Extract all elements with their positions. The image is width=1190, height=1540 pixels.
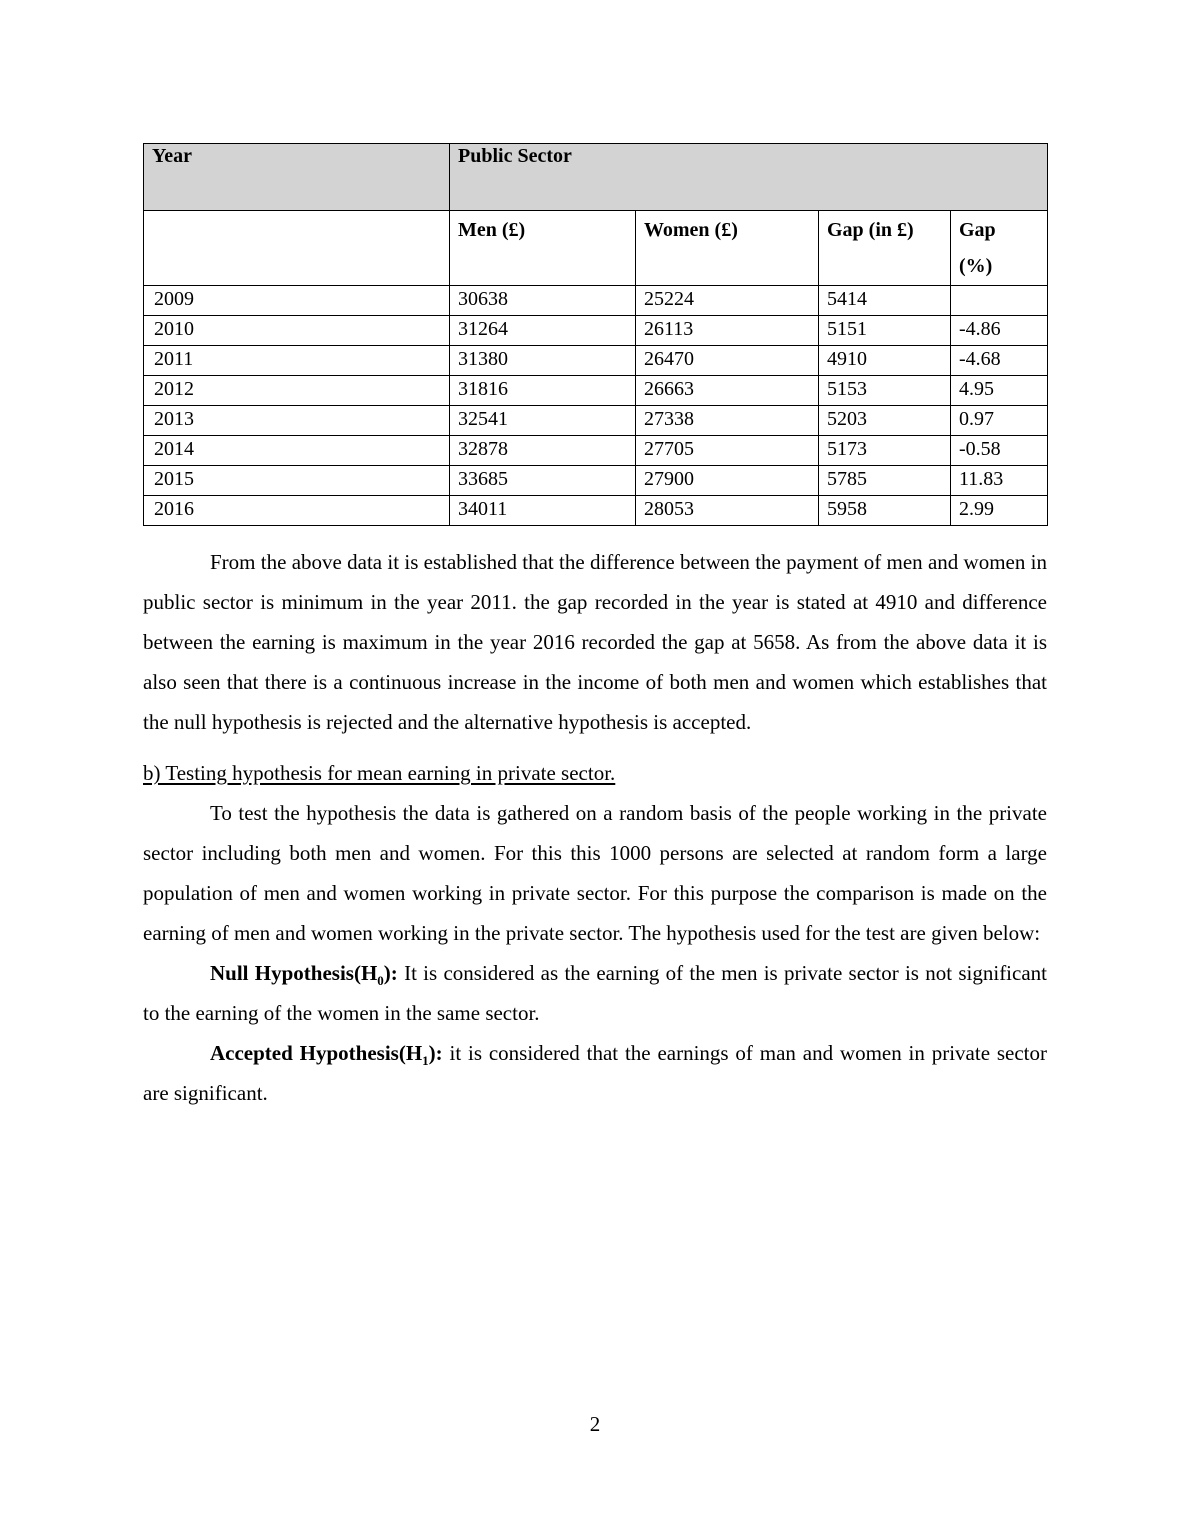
private-sector-intro-paragraph: To test the hypothesis the data is gathered on a random basis of the people working in the private sector including both men and women. For this this 1000 persons are selected at random form a large population of men and women working in private sector. For this purpose the comparison is made on the earning of men and women working in the private sector. The hypothesis used for the test are given below:	[143, 801, 1047, 945]
cell-year: 2013	[144, 406, 450, 436]
table-row	[144, 346, 1048, 376]
cell-men: 32878	[450, 436, 636, 466]
cell-gap: 5153	[819, 376, 951, 406]
accepted-hypothesis-label-prefix: Accepted Hypothesis(H	[210, 1041, 423, 1065]
cell-year: 2011	[144, 346, 450, 376]
cell-women: 27900	[636, 466, 819, 496]
year-header-cell: Year	[144, 144, 450, 211]
table-row	[144, 286, 1048, 316]
women-column-header: Women (£)	[636, 211, 819, 286]
cell-gap-pct: 4.95	[951, 376, 1048, 406]
public-sector-earnings-table	[143, 143, 1048, 526]
cell-men: 31264	[450, 316, 636, 346]
men-column-header: Men (£)	[450, 211, 636, 286]
accepted-hypothesis-subscript: 1	[422, 1053, 429, 1069]
table-header-group-row	[144, 144, 1048, 211]
table-row	[144, 406, 1048, 436]
table-column-header-row	[144, 211, 1048, 286]
cell-women: 26113	[636, 316, 819, 346]
document-page-content	[143, 143, 1047, 1113]
cell-women: 28053	[636, 496, 819, 526]
cell-year: 2014	[144, 436, 450, 466]
cell-gap: 5414	[819, 286, 951, 316]
cell-gap: 5958	[819, 496, 951, 526]
table-row	[144, 376, 1048, 406]
cell-gap-pct: -4.68	[951, 346, 1048, 376]
empty-header-cell	[144, 211, 450, 286]
cell-year: 2009	[144, 286, 450, 316]
table-row	[144, 466, 1048, 496]
cell-gap-pct	[951, 286, 1048, 316]
accepted-hypothesis-text: it is considered that the earnings of man and women in private sector are significant.	[143, 1041, 1047, 1105]
cell-gap-pct: -0.58	[951, 436, 1048, 466]
cell-women: 26663	[636, 376, 819, 406]
table-row	[144, 496, 1048, 526]
cell-men: 30638	[450, 286, 636, 316]
cell-gap: 5203	[819, 406, 951, 436]
cell-gap-pct: 0.97	[951, 406, 1048, 436]
analysis-paragraph: From the above data it is established that the difference between the payment of men and women in public sector is minimum in the year 2011. the gap recorded in the year is stated at 4910 and difference between the earning is maximum in the year 2016 recorded the gap at 5658. As from the above data it is also seen that there is a continuous increase in the income of both men and women which establishes that the null hypothesis is rejected and the alternative hypothesis is accepted.	[143, 550, 1047, 734]
null-hypothesis-subscript: 0	[377, 973, 384, 989]
page-number: 2	[589, 1412, 601, 1436]
cell-men: 33685	[450, 466, 636, 496]
cell-men: 32541	[450, 406, 636, 436]
cell-gap: 5151	[819, 316, 951, 346]
null-hypothesis-label	[210, 961, 398, 989]
cell-year: 2010	[144, 316, 450, 346]
accepted-hypothesis-label	[210, 1041, 443, 1069]
cell-men: 31380	[450, 346, 636, 376]
cell-women: 27338	[636, 406, 819, 436]
accepted-hypothesis-label-suffix: ):	[428, 1041, 443, 1065]
cell-gap-pct: -4.86	[951, 316, 1048, 346]
cell-gap-pct: 11.83	[951, 466, 1048, 496]
null-hypothesis-label-suffix: ):	[383, 961, 398, 985]
public-sector-header-cell: Public Sector	[450, 144, 1048, 211]
cell-year: 2012	[144, 376, 450, 406]
table-row	[144, 316, 1048, 346]
cell-women: 25224	[636, 286, 819, 316]
cell-women: 27705	[636, 436, 819, 466]
cell-gap: 5785	[819, 466, 951, 496]
null-hypothesis-paragraph	[143, 953, 1047, 1033]
gap-pct-header-line2: (%)	[959, 255, 993, 277]
table-row	[144, 436, 1048, 466]
cell-gap: 5173	[819, 436, 951, 466]
cell-year: 2015	[144, 466, 450, 496]
null-hypothesis-text: It is considered as the earning of the men is private sector is not significant to the earning of the women in the same sector.	[143, 961, 1047, 1025]
gap-column-header: Gap (in £)	[819, 211, 951, 286]
cell-men: 34011	[450, 496, 636, 526]
cell-gap: 4910	[819, 346, 951, 376]
cell-year: 2016	[144, 496, 450, 526]
cell-men: 31816	[450, 376, 636, 406]
cell-women: 26470	[636, 346, 819, 376]
gap-pct-column-header	[951, 211, 1048, 286]
gap-pct-header-line1: Gap	[959, 219, 996, 241]
cell-gap-pct: 2.99	[951, 496, 1048, 526]
accepted-hypothesis-paragraph	[143, 1033, 1047, 1113]
private-sector-section-heading: b) Testing hypothesis for mean earning in private sector.	[143, 761, 616, 785]
null-hypothesis-label-prefix: Null Hypothesis(H	[210, 961, 378, 985]
